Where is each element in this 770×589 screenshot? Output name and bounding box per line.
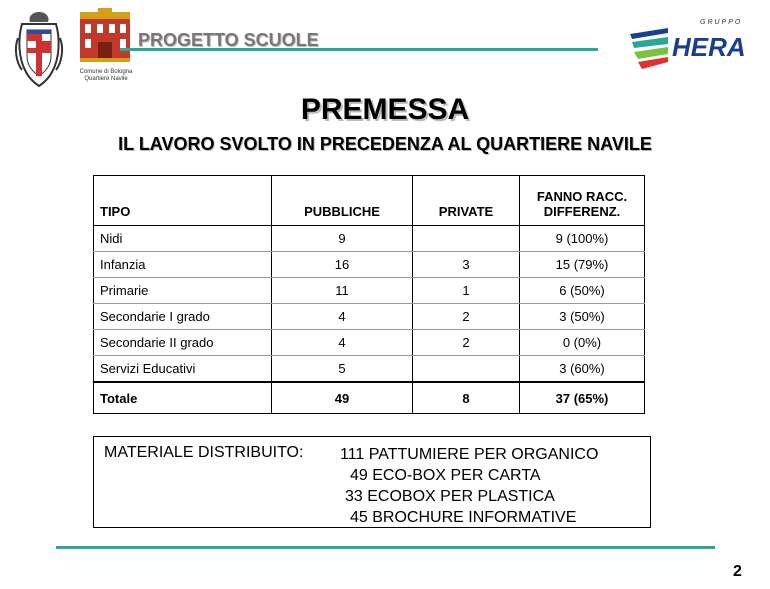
cell-tipo: Servizi Educativi xyxy=(94,356,272,383)
cell-fanno: 3 (60%) xyxy=(520,356,645,383)
cell-tipo: Secondarie I grado xyxy=(94,304,272,330)
hera-logo xyxy=(628,14,764,74)
cell-private: 3 xyxy=(412,252,519,278)
table-row xyxy=(94,278,645,304)
header-pubbliche: PUBBLICHE xyxy=(272,176,413,226)
page-number: 2 xyxy=(733,563,742,580)
schools-table xyxy=(93,175,645,414)
cell-pubbliche: 5 xyxy=(272,356,413,383)
comune-label-line2: Quartiere Navile xyxy=(84,76,128,82)
cell-pubbliche: 4 xyxy=(272,330,413,356)
total-pubbliche: 49 xyxy=(272,382,413,414)
header-fanno: FANNO RACC. DIFFERENZ. xyxy=(520,176,645,226)
cell-pubbliche: 11 xyxy=(272,278,413,304)
table-row xyxy=(94,304,645,330)
cell-private xyxy=(412,226,519,252)
cell-fanno: 3 (50%) xyxy=(520,304,645,330)
cell-private: 2 xyxy=(412,330,519,356)
cell-private: 1 xyxy=(412,278,519,304)
cell-pubbliche: 4 xyxy=(272,304,413,330)
table-row xyxy=(94,330,645,356)
table-total-row xyxy=(94,382,645,414)
bologna-crest-logo xyxy=(12,8,66,88)
footer-accent-line xyxy=(56,546,715,549)
header-tipo: TIPO xyxy=(94,176,272,226)
page-title: PREMESSA xyxy=(300,93,470,126)
cell-tipo: Secondarie II grado xyxy=(94,330,272,356)
comune-building-logo xyxy=(78,8,132,63)
table-header-row xyxy=(94,176,645,226)
materiale-item: 45 BROCHURE INFORMATIVE xyxy=(350,509,577,526)
cell-fanno: 15 (79%) xyxy=(520,252,645,278)
cell-fanno: 9 (100%) xyxy=(520,226,645,252)
header xyxy=(0,0,770,90)
materiale-list xyxy=(340,444,598,528)
cell-private: 2 xyxy=(412,304,519,330)
table-row xyxy=(94,356,645,383)
table-row xyxy=(94,226,645,252)
total-label: Totale xyxy=(94,382,272,414)
cell-pubbliche: 16 xyxy=(272,252,413,278)
cell-private xyxy=(412,356,519,383)
cell-fanno: 6 (50%) xyxy=(520,278,645,304)
materiale-label: MATERIALE DISTRIBUITO: xyxy=(104,444,304,461)
total-fanno: 37 (65%) xyxy=(520,382,645,414)
cell-tipo: Nidi xyxy=(94,226,272,252)
table-row xyxy=(94,252,645,278)
materiale-item: 33 ECOBOX PER PLASTICA xyxy=(345,488,555,505)
hera-name-text: HERA xyxy=(672,32,746,62)
header-private: PRIVATE xyxy=(412,176,519,226)
cell-fanno: 0 (0%) xyxy=(520,330,645,356)
materiale-box xyxy=(93,436,651,528)
comune-label xyxy=(72,69,140,83)
hera-gruppo-text: GRUPPO xyxy=(700,19,743,26)
progetto-label: PROGETTO SCUOLE xyxy=(138,30,319,50)
total-private: 8 xyxy=(412,382,519,414)
cell-tipo: Infanzia xyxy=(94,252,272,278)
materiale-item: 49 ECO-BOX PER CARTA xyxy=(350,467,541,484)
page-subtitle: IL LAVORO SVOLTO IN PRECEDENZA AL QUARTIERE NAVILE xyxy=(118,134,652,154)
cell-pubbliche: 9 xyxy=(272,226,413,252)
comune-label-line1: Comune di Bologna xyxy=(79,69,133,75)
materiale-item: 111 PATTUMIERE PER ORGANICO xyxy=(340,446,599,463)
cell-tipo: Primarie xyxy=(94,278,272,304)
